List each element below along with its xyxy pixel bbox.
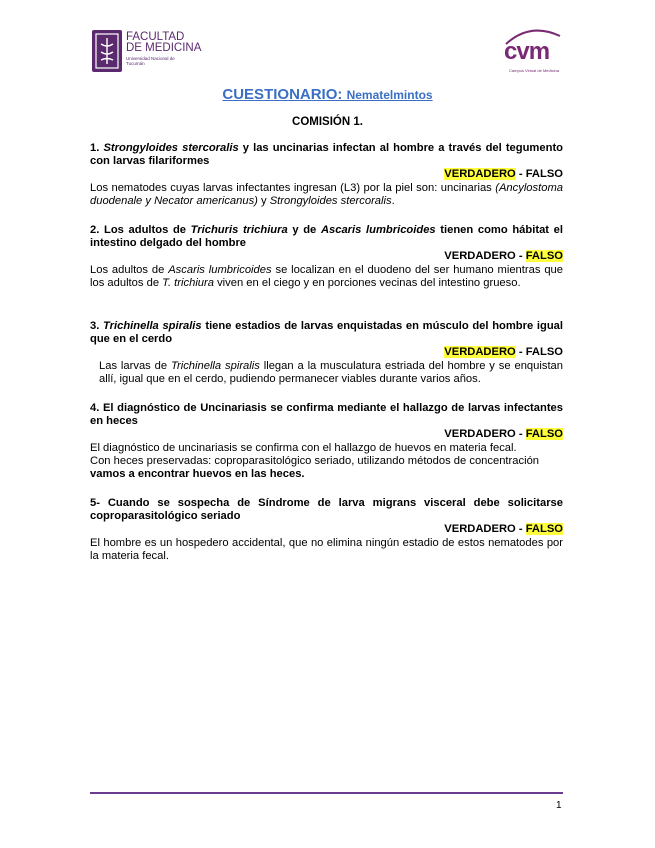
answer-options: VERDADERO - FALSO: [444, 250, 563, 263]
title-topic: Nematelmintos: [346, 88, 433, 102]
question-text: 1. Strongyloides stercoralis y las uncinarias infectan al hombre a través del tegumento con larvas filariformes: [90, 142, 563, 168]
faculty-subtitle: Universidad Nacional de Tucumán: [126, 56, 175, 66]
answer-verdadero: VERDADERO: [444, 250, 516, 263]
answer-falso-selected: FALSO: [525, 523, 563, 536]
page-number: 1: [556, 800, 562, 811]
cvm-logo: [500, 26, 564, 78]
question-4: [90, 402, 563, 481]
question-2: [90, 224, 563, 290]
cvm-logo-subtitle: Campus Virtual de Medicina: [509, 68, 559, 73]
faculty-name: FACULTAD DE MEDICINA: [126, 31, 202, 54]
question-text: 4. El diagnóstico de Uncinariasis se confirma mediante el hallazgo de larvas infectantes en heces: [90, 402, 563, 428]
faculty-emblem-icon: [92, 30, 122, 72]
answer-verdadero: VERDADERO: [444, 523, 516, 536]
answer-verdadero-selected: VERDADERO: [444, 168, 516, 181]
question-5: [90, 497, 563, 563]
answer-options: VERDADERO - FALSO: [444, 523, 563, 536]
question-3: [90, 320, 563, 386]
answer-falso: FALSO: [525, 346, 563, 359]
answer-falso: FALSO: [525, 168, 563, 181]
explanation: El diagnóstico de uncinariasis se confirma con el hallazgo de huevos en materia fecal. Con heces preservadas: coproparasitológico seriado, utilizando métodos de concentración vamos a encontrar huevos en las heces.: [90, 441, 540, 481]
footer-divider: [90, 792, 563, 794]
answer-options: VERDADERO - FALSO: [444, 168, 563, 181]
answer-falso-selected: FALSO: [525, 428, 563, 441]
explanation: El hombre es un hospedero accidental, que no elimina ningún estadio de estos nematodes por la materia fecal.: [90, 536, 563, 562]
cvm-logo-text: cvm: [504, 38, 550, 65]
question-text: 3. Trichinella spiralis tiene estadios de larvas enquistadas en músculo del hombre igual que en el cerdo: [90, 320, 564, 346]
question-1: [90, 142, 563, 208]
answer-falso-selected: FALSO: [525, 250, 563, 263]
answer-options: VERDADERO - FALSO: [444, 346, 563, 359]
answer-verdadero: VERDADERO: [444, 428, 516, 441]
explanation: Las larvas de Trichinella spiralis llegan a la musculatura estriada del hombre y se enquistan allí, igual que en el cerdo, pudiendo permanecer viables durante varios años.: [99, 359, 563, 385]
answer-options: VERDADERO - FALSO: [444, 428, 563, 441]
comision-label: COMISIÓN 1.: [292, 116, 363, 128]
answer-verdadero-selected: VERDADERO: [444, 346, 516, 359]
explanation: Los adultos de Ascaris lumbricoides se localizan en el duodeno del ser humano mientras que los adultos de T. trichiura viven en el ciego y en porciones vecinas del intestino grueso.: [90, 263, 563, 289]
page-title: CUESTIONARIO: Nematelmintos: [222, 86, 433, 103]
question-text: 5- Cuando se sospecha de Síndrome de larva migrans visceral debe solicitarse coproparasitológico seriado: [90, 497, 563, 523]
explanation: Los nematodes cuyas larvas infectantes ingresan (L3) por la piel son: uncinarias (Ancylostoma duodenale y Necator americanus) y Strongyloides stercoralis.: [90, 181, 563, 207]
question-text: 2. Los adultos de Trichuris trichiura y de Ascaris lumbricoides tienen como hábitat el intestino delgado del hombre: [90, 224, 563, 250]
faculty-logo: [92, 30, 212, 76]
